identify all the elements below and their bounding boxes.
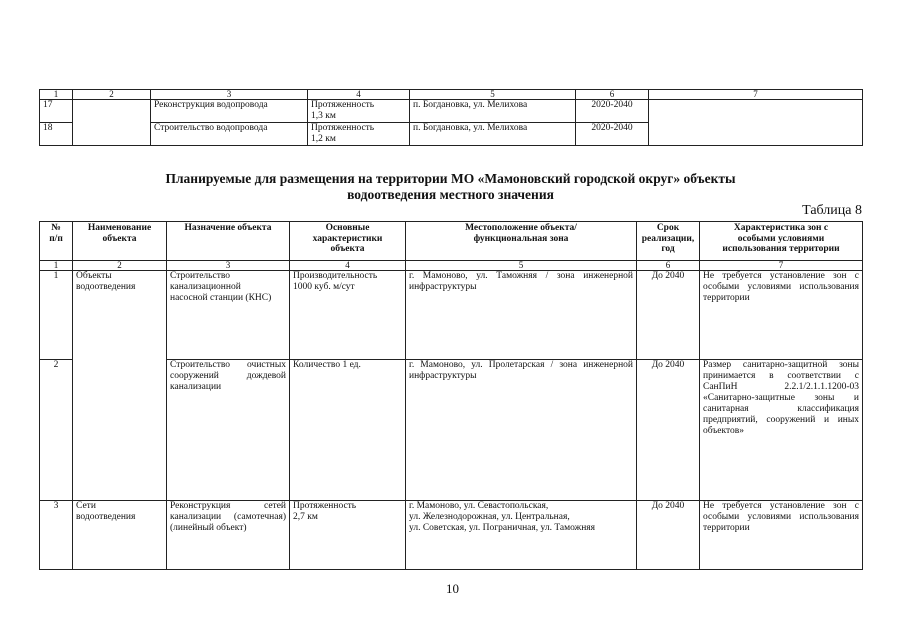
header-number: № п/п — [40, 222, 73, 261]
header-main-characteristics: Основные характеристики объекта — [290, 222, 406, 261]
zone-characteristics-cell: Размер санитарно-защитной зоны принимается в соответствии с СанПиН 2.2.1/2.1.1.1200-03 «Санитарно-защитные зоны и санитарная классификация предприятий, сооружений и иных объектов» — [700, 360, 863, 501]
header-location: Местоположение объекта/ функциональная зона — [406, 222, 637, 261]
column-numbering-row — [40, 261, 863, 271]
col-number: 3 — [151, 90, 308, 100]
col-number: 5 — [410, 90, 576, 100]
col-number: 6 — [576, 90, 649, 100]
table-header-row — [40, 222, 863, 261]
col-number: 5 — [406, 261, 637, 271]
object-location-cell: г. Мамоново, ул. Пролетарская / зона инженерной инфраструктуры — [406, 360, 637, 501]
col-number: 3 — [167, 261, 290, 271]
row-number: 3 — [40, 501, 73, 570]
col-number: 1 — [40, 90, 73, 100]
col-number: 7 — [700, 261, 863, 271]
object-location-cell: п. Богдановка, ул. Мелихова — [410, 123, 576, 146]
object-location-cell: г. Мамоново, ул. Севастопольская, ул. Железнодорожная, ул. Центральная, ул. Советская, ул. Пограничная, ул. Таможняя — [406, 501, 637, 570]
implementation-period-cell: До 2040 — [637, 360, 700, 501]
object-characteristics-cell: Количество 1 ед. — [290, 360, 406, 501]
header-implementation-period: Срок реализации, год — [637, 222, 700, 261]
object-characteristics-cell: Протяженность 2,7 км — [290, 501, 406, 570]
col-number: 4 — [308, 90, 410, 100]
object-characteristics-cell: Протяженность 1,2 км — [308, 123, 410, 146]
table-row — [40, 100, 863, 123]
zone-characteristics-cell: Не требуется установление зон с особыми условиями использования территории — [700, 271, 863, 360]
object-characteristics-cell: Производительность 1000 куб. м/сут — [290, 271, 406, 360]
zone-characteristics-cell: Не требуется установление зон с особыми условиями использования территории — [700, 501, 863, 570]
col-number: 1 — [40, 261, 73, 271]
column-numbering-row — [40, 90, 863, 100]
object-purpose-cell: Реконструкция водопровода — [151, 100, 308, 123]
col-number: 7 — [649, 90, 863, 100]
object-location-cell: г. Мамоново, ул. Таможняя / зона инженерной инфраструктуры — [406, 271, 637, 360]
object-characteristics-cell: Протяженность 1,3 км — [308, 100, 410, 123]
page-number: 10 — [446, 581, 459, 596]
object-purpose-cell: Строительство очистных сооружений дождевой канализации — [167, 360, 290, 501]
implementation-period-cell: До 2040 — [637, 271, 700, 360]
section-title — [39, 171, 862, 203]
object-purpose-cell: Строительство водопровода — [151, 123, 308, 146]
row-number: 18 — [40, 123, 73, 146]
object-name-cell: Сети водоотведения — [73, 501, 167, 570]
previous-table-continuation — [39, 89, 863, 146]
row-number: 1 — [40, 271, 73, 360]
wastewater-objects-table — [39, 221, 863, 570]
table-row — [40, 501, 863, 570]
col-number: 2 — [73, 90, 151, 100]
col-number: 4 — [290, 261, 406, 271]
col-number: 2 — [73, 261, 167, 271]
object-name-cell: Объекты водоотведения — [73, 271, 167, 501]
header-zone-characteristics: Характеристика зон с особыми условиями использования территории — [700, 222, 863, 261]
implementation-period-cell: 2020-2040 — [576, 100, 649, 123]
object-location-cell: п. Богдановка, ул. Мелихова — [410, 100, 576, 123]
table-row — [40, 271, 863, 360]
header-object-name: Наименование объекта — [73, 222, 167, 261]
section-title-line-2: водоотведения местного значения — [347, 187, 554, 202]
header-object-purpose: Назначение объекта — [167, 222, 290, 261]
row-number: 2 — [40, 360, 73, 501]
object-purpose-cell: Строительство канализационной насосной станции (КНС) — [167, 271, 290, 360]
implementation-period-cell: 2020-2040 — [576, 123, 649, 146]
section-title-line-1: Планируемые для размещения на территории МО «Мамоновский городской округ» объекты — [165, 171, 736, 186]
row-number: 17 — [40, 100, 73, 123]
col-number: 6 — [637, 261, 700, 271]
object-purpose-cell: Реконструкция сетей канализации (самотечная) (линейный объект) — [167, 501, 290, 570]
zone-characteristics-cell — [649, 100, 863, 146]
object-name-cell — [73, 100, 151, 146]
implementation-period-cell: До 2040 — [637, 501, 700, 570]
table-label: Таблица 8 — [802, 203, 862, 218]
